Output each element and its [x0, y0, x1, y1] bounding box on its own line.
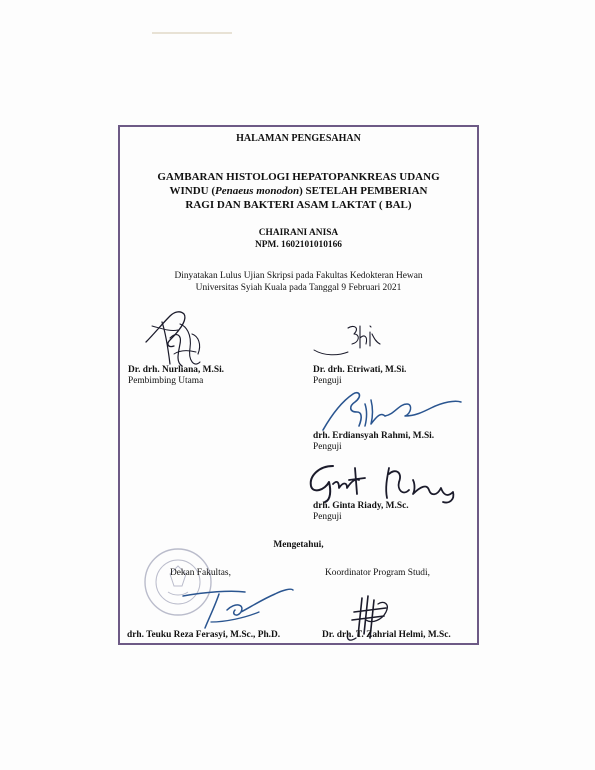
dean-name: drh. Teuku Reza Ferasyi, M.Sc., Ph.D. — [127, 630, 281, 640]
signatory-role-2: Penguji — [313, 376, 342, 386]
acknowledgement-label: Mengetahui, — [273, 540, 324, 550]
signatory-name-1: Dr. drh. Nurliana, M.Si. — [128, 365, 225, 375]
signatory-role-3: Penguji — [313, 442, 342, 452]
signatory-name-3: drh. Erdiansyah Rahmi, M.Si. — [313, 431, 435, 441]
thesis-title-line-1: GAMBARAN HISTOLOGI HEPATOPANKREAS UDANG — [157, 171, 440, 183]
thesis-title-line-3: RAGI DAN BAKTERI ASAM LAKTAT ( BAL) — [185, 199, 412, 211]
signatory-role-4: Penguji — [313, 512, 342, 522]
signature-erdiansyah-icon — [315, 386, 465, 436]
coordinator-name: Dr. drh. T. Zahrial Helmi, M.Sc. — [322, 630, 451, 640]
signature-ginta-icon — [303, 460, 463, 505]
signatory-name-2: Dr. drh. Etriwati, M.Si. — [313, 365, 407, 375]
signature-etriwati-icon — [312, 322, 382, 362]
title-species: Penaeus monodon — [215, 185, 300, 197]
author-npm: NPM. 1602101010166 — [255, 240, 342, 250]
page-heading: HALAMAN PENGESAHAN — [236, 133, 361, 144]
title-segment: SETELAH PEMBERIAN — [305, 185, 428, 197]
title-windu: WINDU ( — [169, 185, 216, 197]
dean-position: Dekan Fakultas, — [170, 568, 231, 578]
statement-line-1: Dinyatakan Lulus Ujian Skripsi pada Fakultas Kedokteran Hewan — [174, 271, 423, 281]
title-close: ) — [299, 185, 303, 197]
statement-line-2: Universitas Syiah Kuala pada Tanggal 9 Februari 2021 — [195, 283, 402, 293]
author-name: CHAIRANI ANISA — [258, 228, 339, 238]
signatory-role-1: Pembimbing Utama — [128, 376, 204, 386]
signature-dean-icon — [175, 582, 295, 632]
scan-artifact — [152, 32, 232, 34]
signatory-name-4: drh. Ginta Riady, M.Sc. — [313, 501, 409, 511]
coordinator-position: Koordinator Program Studi, — [325, 568, 430, 578]
thesis-title-line-2 — [118, 185, 479, 198]
